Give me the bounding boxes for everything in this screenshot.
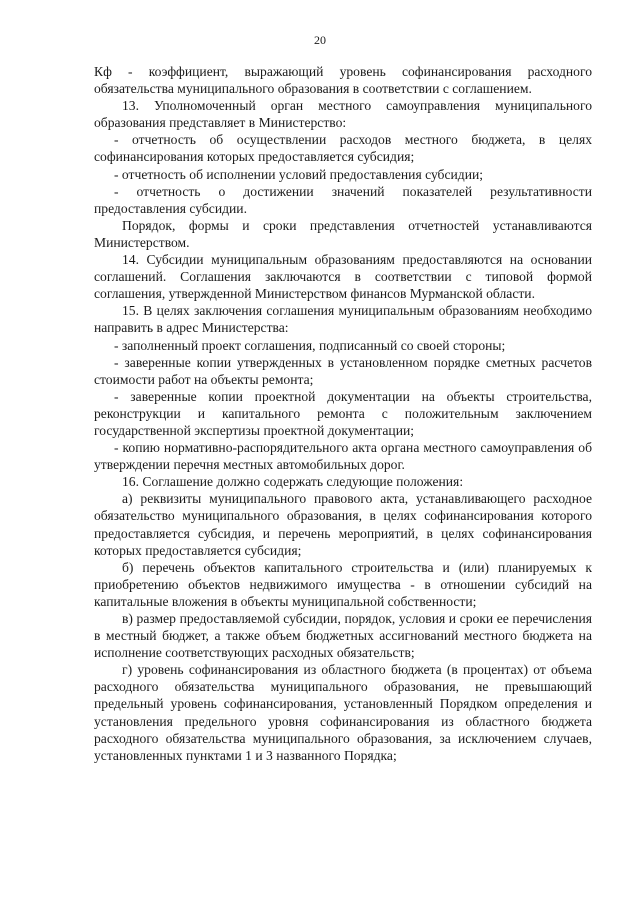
paragraph-14: 14. Субсидии муниципальным образованиям предоставляются на основании соглашений. Соглашения заключаются в соответствии с типовой формой соглашения, утвержденной Министерством финансов Мурманской области. — [94, 252, 592, 302]
list-item-project-docs: - заверенные копии проектной документации на объекты строительства, реконструкции и капитального ремонта с положительным заключением государственной экспертизы проектной документации; — [94, 388, 592, 438]
list-item-estimate-copies: - заверенные копии утвержденных в установленном порядке сметных расчетов стоимости работ на объекты ремонта; — [94, 354, 592, 387]
paragraph-16: 16. Соглашение должно содержать следующие положения: — [122, 474, 464, 490]
page-number: 20 — [314, 33, 326, 47]
list-item-report-conditions: - отчетность об исполнении условий предоставления субсидии; — [114, 166, 484, 182]
paragraph-report-procedure: Порядок, формы и сроки представления отчетностей устанавливаются Министерством. — [94, 217, 592, 250]
list-item-draft-agreement: - заполненный проект соглашения, подписанный со своей стороны; — [114, 337, 506, 353]
list-item-16v: в) размер предоставляемой субсидии, порядок, условия и сроки ее перечисления в местный бюджет, а также объем бюджетных ассигнований местного бюджета на исполнение соответствующих расходных обязательств; — [94, 611, 592, 661]
list-item-normative-act: - копию нормативно-распорядительного акта органа местного самоуправления об утверждении перечня местных автомобильных дорог. — [94, 440, 592, 473]
list-item-report-expenses: - отчетность об осуществлении расходов местного бюджета, в целях софинансирования которых предоставляется субсидия; — [94, 132, 592, 165]
list-item-16a: а) реквизиты муниципального правового акта, устанавливающего расходное обязательство муниципального образования, в целях софинансирования которого предоставляется субсидия, и перечень мероприятий, в целях софинансирования которых предоставляется субсидия; — [94, 491, 592, 558]
list-item-16b: б) перечень объектов капитального строительства и (или) планируемых к приобретению объектов недвижимого имущества - в отношении субсидий на капитальные вложения в объекты муниципальной собственности; — [94, 559, 592, 609]
paragraph-15: 15. В целях заключения соглашения муниципальным образованиям необходимо направить в адрес Министерства: — [94, 303, 592, 336]
document-body — [94, 63, 592, 764]
paragraph-13: 13. Уполномоченный орган местного самоуправления муниципального образования представляет в Министерство: — [94, 98, 592, 131]
list-item-16g: г) уровень софинансирования из областного бюджета (в процентах) от объема расходного обязательства муниципального образования, не превышающий предельный уровень софинансирования, установленный Порядком определения и установления предельного уровня софинансирования из областного бюджета расходного обязательства муниципального образования, за исключением случаев, установленных пунктами 1 и 3 названного Порядка; — [94, 662, 592, 763]
list-item-report-indicators: - отчетность о достижении значений показателей результативности предоставления субсидии. — [94, 183, 592, 216]
paragraph-kf-definition: Кф - коэффициент, выражающий уровень софинансирования расходного обязательства муниципального образования в соответствии с соглашением. — [94, 64, 592, 97]
